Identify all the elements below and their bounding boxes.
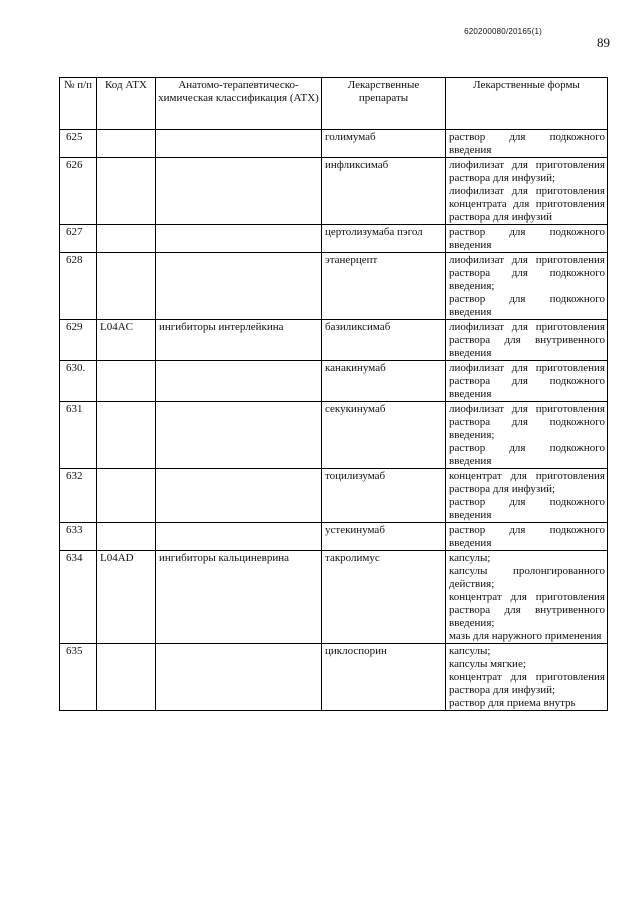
dosage-form-item: лиофилизат для приготовления раствора для инфузий; <box>449 159 605 184</box>
dosage-form-item: мазь для наружного применения <box>449 630 602 642</box>
row-number: 631 <box>60 402 97 469</box>
dosage-form-item: капсулы мягкие; <box>449 658 526 670</box>
row-atc-classification <box>156 402 322 469</box>
row-number: 634 <box>60 551 97 644</box>
row-drug-name: базиликсимаб <box>322 320 446 361</box>
row-number: 625 <box>60 130 97 158</box>
row-dosage-forms <box>446 402 608 469</box>
row-atc-classification <box>156 130 322 158</box>
row-drug-name: такролимус <box>322 551 446 644</box>
row-number: 635 <box>60 644 97 711</box>
dosage-form-item: раствор для подкожного введения <box>449 496 605 521</box>
row-atc-code: L04AC <box>97 320 156 361</box>
row-drug-name: цертолизумаба пэгол <box>322 225 446 253</box>
row-atc-classification <box>156 253 322 320</box>
table-row <box>60 551 608 644</box>
row-atc-classification <box>156 225 322 253</box>
table-row <box>60 225 608 253</box>
row-dosage-forms <box>446 320 608 361</box>
dosage-form-item: раствор для подкожного введения <box>449 442 605 467</box>
dosage-form-item: раствор для подкожного введения <box>449 524 605 549</box>
row-atc-classification <box>156 469 322 523</box>
dosage-form-item: капсулы; <box>449 645 491 657</box>
row-dosage-forms <box>446 361 608 402</box>
table-row <box>60 402 608 469</box>
dosage-form-item: капсулы; <box>449 552 491 564</box>
dosage-form-item: лиофилизат для приготовления раствора для подкожного введения; <box>449 403 605 441</box>
row-dosage-forms <box>446 551 608 644</box>
row-atc-classification <box>156 523 322 551</box>
dosage-form-item: раствор для приема внутрь <box>449 697 576 709</box>
row-atc-code <box>97 158 156 225</box>
row-atc-code <box>97 523 156 551</box>
row-atc-code <box>97 469 156 523</box>
row-drug-name: канакинумаб <box>322 361 446 402</box>
row-atc-code <box>97 402 156 469</box>
row-number: 632 <box>60 469 97 523</box>
table-row <box>60 253 608 320</box>
row-drug-name: секукинумаб <box>322 402 446 469</box>
table-body <box>60 130 608 711</box>
row-dosage-forms <box>446 469 608 523</box>
dosage-form-item: раствор для подкожного введения <box>449 293 605 318</box>
table-header-row <box>60 78 608 130</box>
row-atc-classification: ингибиторы кальциневрина <box>156 551 322 644</box>
table-row <box>60 320 608 361</box>
dosage-form-item: раствор для подкожного введения <box>449 226 605 251</box>
drug-table <box>59 77 608 711</box>
row-dosage-forms <box>446 225 608 253</box>
header-atc-classification: Анатомо-терапевтическо-химическая классификация (АТХ) <box>156 78 322 130</box>
row-drug-name: голимумаб <box>322 130 446 158</box>
dosage-form-item: капсулы пролонгированного действия; <box>449 565 605 590</box>
row-atc-code: L04AD <box>97 551 156 644</box>
dosage-form-item: лиофилизат для приготовления концентрата для приготовления раствора для инфузий <box>449 185 605 223</box>
row-dosage-forms <box>446 523 608 551</box>
row-atc-code <box>97 361 156 402</box>
page-number: 89 <box>597 35 610 50</box>
row-atc-classification <box>156 158 322 225</box>
header-num: № п/п <box>60 78 97 130</box>
row-atc-code <box>97 130 156 158</box>
row-atc-code <box>97 253 156 320</box>
row-drug-name: устекинумаб <box>322 523 446 551</box>
table-row <box>60 523 608 551</box>
row-number: 627 <box>60 225 97 253</box>
dosage-form-item: раствор для подкожного введения <box>449 131 605 156</box>
row-number: 628 <box>60 253 97 320</box>
dosage-form-item: концентрат для приготовления раствора для инфузий; <box>449 470 605 495</box>
table-row <box>60 469 608 523</box>
row-number: 629 <box>60 320 97 361</box>
row-drug-name: циклоспорин <box>322 644 446 711</box>
dosage-form-item: концентрат для приготовления раствора для внутривенного введения; <box>449 591 605 629</box>
table-row <box>60 158 608 225</box>
row-dosage-forms <box>446 253 608 320</box>
row-dosage-forms <box>446 644 608 711</box>
row-number: 626 <box>60 158 97 225</box>
document-code: 620200080/20165(1) <box>464 27 542 36</box>
table-row <box>60 361 608 402</box>
dosage-form-item: лиофилизат для приготовления раствора для подкожного введения <box>449 362 605 400</box>
header-drugs: Лекарственные препараты <box>322 78 446 130</box>
table-row <box>60 130 608 158</box>
table-row <box>60 644 608 711</box>
row-atc-classification: ингибиторы интерлейкина <box>156 320 322 361</box>
row-drug-name: инфликсимаб <box>322 158 446 225</box>
row-dosage-forms <box>446 158 608 225</box>
row-atc-classification <box>156 361 322 402</box>
row-atc-classification <box>156 644 322 711</box>
row-number: 633 <box>60 523 97 551</box>
dosage-form-item: лиофилизат для приготовления раствора для подкожного введения; <box>449 254 605 292</box>
row-atc-code <box>97 225 156 253</box>
row-drug-name: этанерцепт <box>322 253 446 320</box>
row-atc-code <box>97 644 156 711</box>
dosage-form-item: концентрат для приготовления раствора для инфузий; <box>449 671 605 696</box>
row-number: 630. <box>60 361 97 402</box>
header-forms: Лекарственные формы <box>446 78 608 130</box>
row-drug-name: тоцилизумаб <box>322 469 446 523</box>
dosage-form-item: лиофилизат для приготовления раствора для внутривенного введения <box>449 321 605 359</box>
row-dosage-forms <box>446 130 608 158</box>
header-atc-code: Код АТХ <box>97 78 156 130</box>
